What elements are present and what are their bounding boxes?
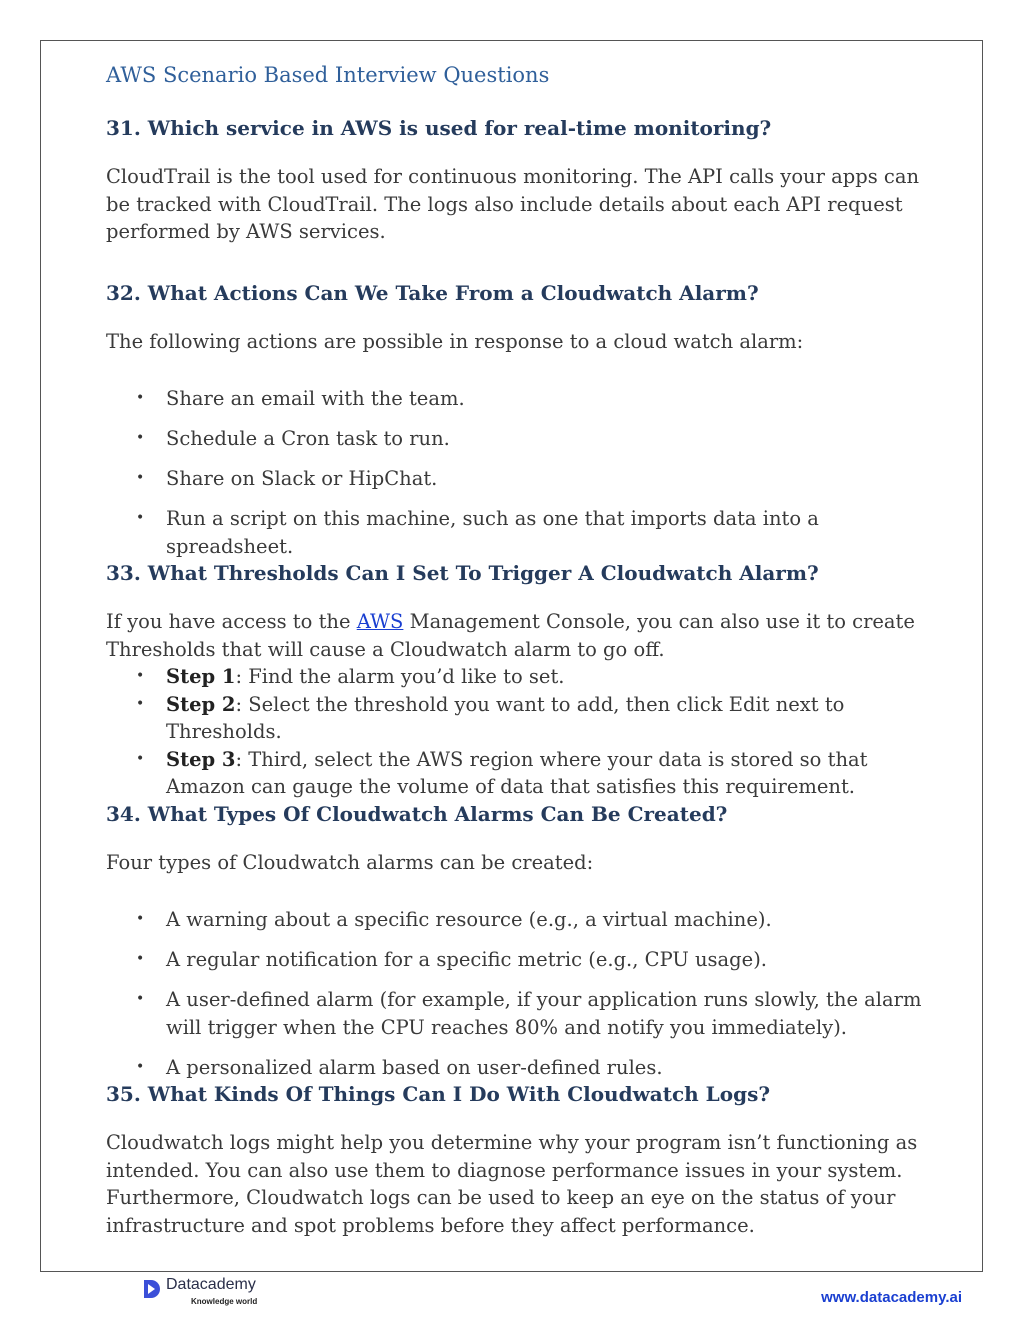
bullet-icon: • — [136, 430, 145, 447]
bullet-icon: • — [136, 951, 145, 968]
bullet-icon: • — [136, 668, 145, 685]
logo-tagline: Knowledge world — [191, 1297, 258, 1306]
datacademy-logo — [142, 1276, 257, 1306]
step-item: • Step 3: Third, select the AWS region where your data is stored so that Amazon can gauge the volume of data that satisfies this requirement. — [136, 747, 868, 799]
list-item: • Schedule a Cron task to run. — [106, 425, 936, 453]
q33-intro: If you have access to the AWS Management Console, you can also use it to create Thresholds that will cause a Cloudwatch alarm to go off. — [106, 610, 915, 661]
q32-list — [106, 385, 936, 560]
q34-heading: 34. What Types Of Cloudwatch Alarms Can Be Created? — [106, 801, 728, 826]
list-item: • A personalized alarm based on user-defined rules. — [106, 1054, 936, 1082]
bullet-icon: • — [136, 750, 145, 767]
step-label: Step 3 — [166, 747, 236, 771]
step-label: Step 1 — [166, 665, 236, 689]
list-item: • Share an email with the team. — [106, 385, 936, 413]
step-label: Step 2 — [166, 692, 236, 716]
document-title: AWS Scenario Based Interview Questions — [106, 63, 550, 87]
step-item: • Step 2: Select the threshold you want to add, then click Edit next to Thresholds. — [136, 692, 845, 744]
step-item: • Step 1: Find the alarm you’d like to set. — [106, 663, 936, 691]
q33-steps — [106, 663, 936, 801]
q31-body: CloudTrail is the tool used for continuous monitoring. The API calls your apps can be tracked with CloudTrail. The logs also include details about each API request performed by AWS services. — [106, 165, 920, 244]
document-body — [106, 62, 936, 1239]
bullet-icon: • — [136, 470, 145, 487]
bullet-icon: • — [136, 1058, 145, 1075]
q32-heading: 32. What Actions Can We Take From a Cloudwatch Alarm? — [106, 280, 759, 305]
bullet-icon: • — [136, 390, 145, 407]
list-item: • A regular notification for a specific metric (e.g., CPU usage). — [106, 946, 936, 974]
q32-intro: The following actions are possible in response to a cloud watch alarm: — [106, 329, 804, 353]
q35-heading: 35. What Kinds Of Things Can I Do With Cloudwatch Logs? — [106, 1082, 771, 1107]
bullet-icon: • — [136, 991, 145, 1008]
aws-link[interactable]: AWS — [356, 610, 404, 634]
logo-name: Datacademy — [166, 1276, 256, 1293]
list-item: • A user-defined alarm (for example, if your application runs slowly, the alarm will trigger when the CPU reaches 80% and notify you immediately). — [136, 988, 922, 1039]
q35-body: Cloudwatch logs might help you determine why your program isn’t functioning as intended. You can also use them to diagnose performance issues in your system. Furthermore, Cloudwatch logs can be used to keep an eye on the status of your infrastructure and spot problems before they affect performance. — [106, 1131, 918, 1237]
q34-list — [106, 906, 936, 1081]
q33-heading: 33. What Thresholds Can I Set To Trigger A Cloudwatch Alarm? — [106, 561, 819, 586]
list-item: • Run a script on this machine, such as one that imports data into a spreadsheet. — [136, 507, 819, 558]
q31-heading: 31. Which service in AWS is used for real-time monitoring? — [106, 116, 772, 141]
bullet-icon: • — [136, 510, 145, 527]
list-item: • Share on Slack or HipChat. — [106, 465, 936, 493]
footer-website-link[interactable]: www.datacademy.ai — [821, 1289, 962, 1306]
datacademy-logo-icon — [142, 1278, 160, 1300]
bullet-icon: • — [136, 695, 145, 712]
list-item: • A warning about a specific resource (e.g., a virtual machine). — [106, 906, 936, 934]
q34-intro: Four types of Cloudwatch alarms can be created: — [106, 850, 594, 874]
bullet-icon: • — [136, 911, 145, 928]
